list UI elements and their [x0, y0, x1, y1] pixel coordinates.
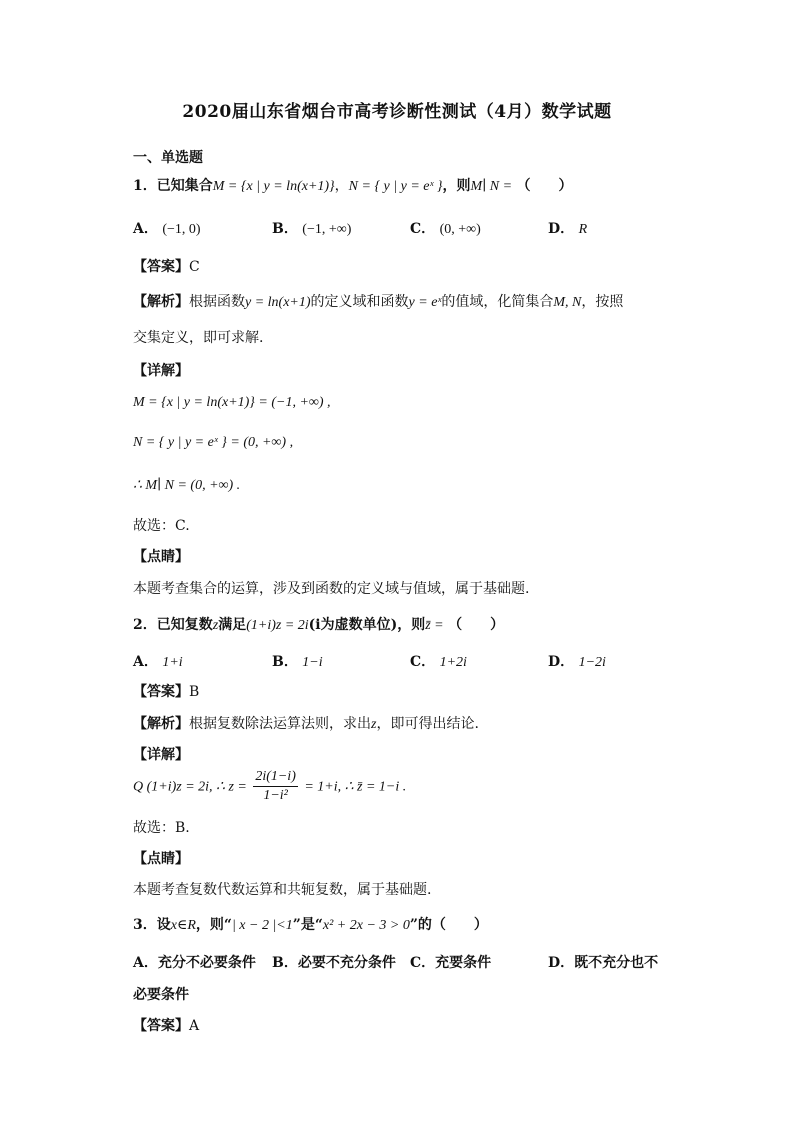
q1-option-c: C． (0, +∞) — [410, 221, 481, 237]
q1-detail-heading: 【详解】 — [133, 363, 189, 379]
q1-set-n: N = { y | y = eˣ } — [348, 179, 443, 194]
question-2-stem: 2．已知复数z满足(1+i)z = 2i(i为虚数单位)，则z̄ = （ ） — [133, 617, 505, 633]
q2-choose: 故选：B. — [133, 820, 190, 836]
q1-comment-heading: 【点睛】 — [133, 549, 189, 565]
q1-detail-3: ∴ M∣ N = (0, +∞) . — [133, 478, 241, 493]
question-1-stem — [133, 175, 573, 195]
question-3-stem: 3．设x∈R，则“| x − 2 |<1”是“x² + 2x − 3 > 0”的（ ） — [133, 917, 488, 933]
q1-option-d: D． R — [548, 221, 588, 237]
q3-answer: 【答案】A — [133, 1018, 200, 1034]
q3-option-a: A．充分不必要条件 — [133, 955, 256, 971]
q2-analysis: 【解析】根据复数除法运算法则，求出z，即可得出结论. — [133, 716, 479, 732]
q1-analysis-line-1: 【解析】根据函数y = ln(x+1)的定义域和函数y = eˣ的值域，化简集合M, N，按照 — [133, 294, 624, 310]
q1-mid: ，则 — [442, 178, 471, 194]
q1-set-m: M = {x | y = ln(x+1)} — [212, 179, 335, 194]
q1-number: 1．已知集合 — [133, 178, 213, 194]
q2-option-d: D． 1−2i — [548, 654, 606, 670]
q2-comment-heading: 【点睛】 — [133, 851, 189, 867]
q1-detail-2: N = { y | y = eˣ } = (0, +∞) , — [133, 435, 294, 450]
q1-comment: 本题考查集合的运算，涉及到函数的定义域与值域，属于基础题. — [133, 581, 530, 597]
q3-option-d: D．既不充分也不 — [548, 955, 659, 971]
q3-option-c: C．充要条件 — [410, 955, 492, 971]
q1-paren: （ ） — [516, 178, 573, 194]
q3-option-b: B．必要不充分条件 — [272, 955, 396, 971]
q1-answer: 【答案】C — [133, 259, 200, 275]
q1-choose: 故选：C. — [133, 518, 190, 534]
q1-sep: ， — [334, 178, 349, 194]
q2-fraction: $\frac{2i(1-i)}{\text{1−i²}}$ — [255, 769, 296, 803]
q2-detail-heading: 【详解】 — [133, 747, 189, 763]
q2-option-a: A． 1+i — [133, 654, 183, 670]
q2-comment: 本题考查复数代数运算和共轭复数，属于基础题. — [133, 882, 432, 898]
q1-option-a: A． (−1, 0) — [133, 221, 201, 237]
section-heading: 一、单选题 — [133, 150, 203, 166]
q1-analysis-line-2: 交集定义，即可求解. — [133, 330, 264, 346]
q1-expr: M∣ N = — [470, 179, 513, 194]
q2-answer: 【答案】B — [133, 684, 200, 700]
q1-detail-1: M = {x | y = ln(x+1)} = (−1, +∞) , — [133, 395, 331, 410]
q3-option-d-continued: 必要条件 — [133, 987, 189, 1003]
q2-detail-equation: Q (1+i)z = 2i, ∴ z = $\frac{2i(1-i)}{\text{1−i²}}$ = 1+i, ∴ z̄ = 1−i . — [133, 769, 407, 803]
page-title: 2020届山东省烟台市高考诊断性测试（4月）数学试题 — [182, 102, 612, 122]
q2-option-b: B． 1−i — [272, 654, 323, 670]
q2-option-c: C． 1+2i — [410, 654, 467, 670]
q1-option-b: B． (−1, +∞) — [272, 221, 352, 237]
